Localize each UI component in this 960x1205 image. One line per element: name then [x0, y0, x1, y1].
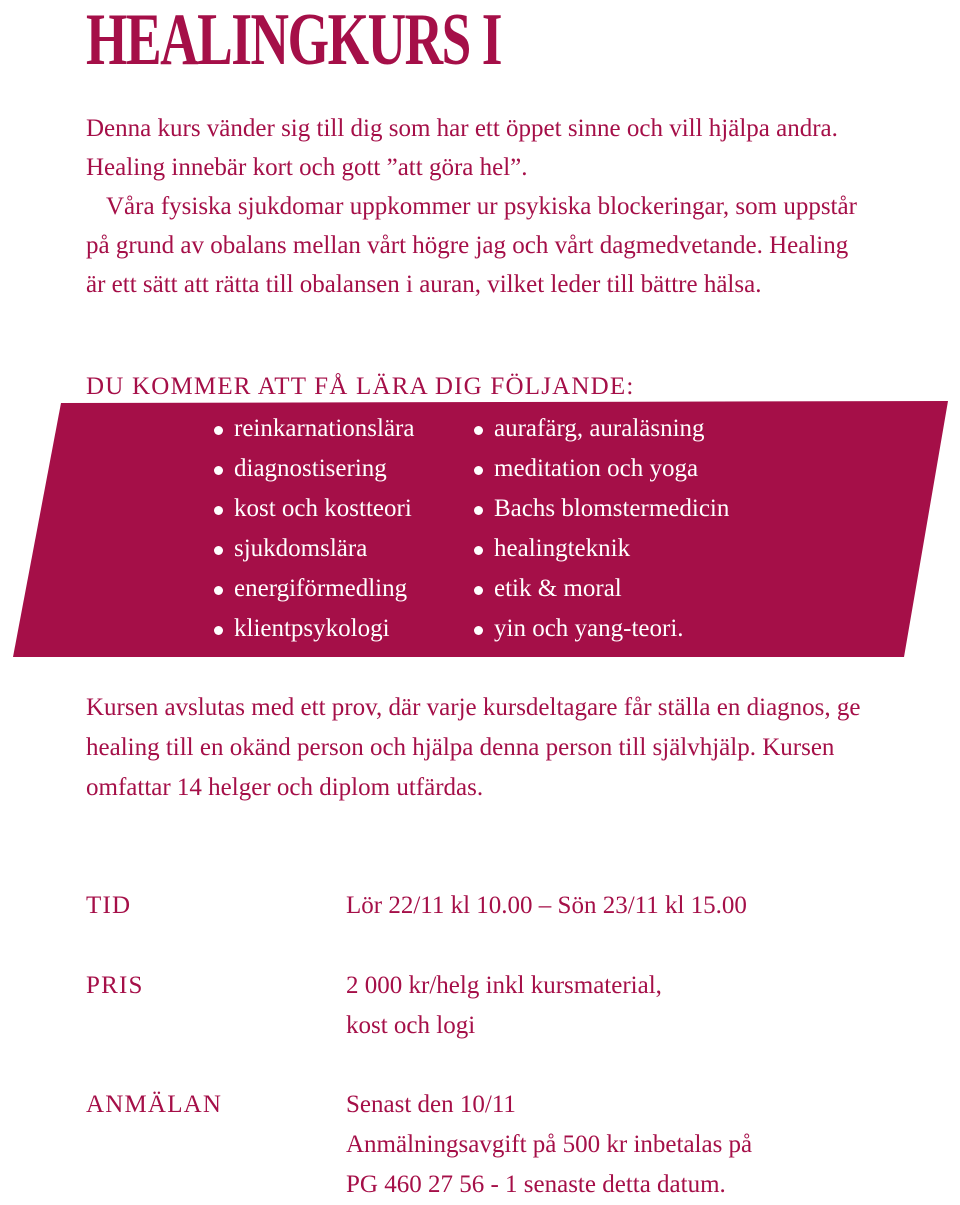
bullet-icon	[214, 626, 223, 635]
list-item	[474, 609, 729, 649]
list-item	[214, 609, 414, 649]
list-item	[214, 449, 414, 489]
bullet-icon	[474, 546, 483, 555]
anmalan-value-line: Anmälningsavgift på 500 kr inbetalas på	[346, 1131, 753, 1158]
tid-value-line: Lör 22/11 kl 10.00 – Sön 23/11 kl 15.00	[346, 892, 747, 919]
list-item	[474, 409, 729, 449]
list-item-label: klientpsykologi	[234, 615, 390, 642]
bullet-icon	[474, 506, 483, 515]
pris-value-line: 2 000 kr/helg inkl kursmaterial,	[346, 972, 662, 999]
bullet-icon	[214, 506, 223, 515]
topics-list-right	[474, 409, 729, 649]
section-heading: DU KOMMER ATT FÅ LÄRA DIG FÖLJANDE:	[86, 373, 635, 400]
bullet-icon	[474, 586, 483, 595]
outro-text: Kursen avslutas med ett prov, där varje kursdeltagare får ställa en diagnos, ge healing till en okänd person och hjälpa denna person till självhjälp. Kursen omfattar 14 helger och diplom utfärdas.	[86, 694, 861, 801]
topics-list-left	[214, 409, 414, 649]
pris-value	[346, 966, 926, 1046]
list-item	[214, 409, 414, 449]
list-item-label: healingteknik	[494, 535, 631, 562]
pris-value-line: kost och logi	[346, 1012, 476, 1039]
bullet-icon	[474, 426, 483, 435]
bullet-icon	[214, 546, 223, 555]
list-item	[474, 529, 729, 569]
bullet-icon	[474, 466, 483, 475]
bullet-icon	[214, 586, 223, 595]
bullet-icon	[214, 426, 223, 435]
anmalan-value-line: PG 460 27 56 - 1 senaste detta datum.	[346, 1171, 726, 1198]
anmalan-label: ANMÄLAN	[86, 1091, 223, 1118]
anmalan-value-line: Senast den 10/11	[346, 1091, 516, 1118]
page-title: HEALINGKURS I	[86, 0, 502, 81]
list-item-label: meditation och yoga	[494, 455, 699, 482]
list-item-label: etik & moral	[494, 575, 622, 602]
list-item-label: Bachs blomstermedicin	[494, 495, 730, 522]
list-item	[474, 489, 729, 529]
bullet-icon	[214, 466, 223, 475]
list-item	[474, 569, 729, 609]
bullet-icon	[474, 626, 483, 635]
pris-label: PRIS	[86, 972, 144, 999]
list-item	[214, 489, 414, 529]
list-item	[214, 569, 414, 609]
list-item-label: reinkarnationslära	[234, 415, 415, 442]
intro-paragraph-2: Våra fysiska sjukdomar uppkommer ur psykiska blockeringar, som uppstår på grund av obalans mellan vårt högre jag och vårt dagmedvetande. Healing är ett sätt att rätta till obalansen i auran, vilket leder till bättre hälsa.	[86, 193, 857, 298]
tid-value	[346, 886, 926, 926]
intro-paragraph-1: Denna kurs vänder sig till dig som har ett öppet sinne och vill hjälpa andra. Healing innebär kort och gott ”att göra hel”.	[86, 115, 838, 181]
list-item-label: diagnostisering	[234, 455, 387, 482]
list-item-label: energiförmedling	[234, 575, 408, 602]
list-item-label: sjukdomslära	[234, 535, 368, 562]
list-item-label: kost och kostteori	[234, 495, 412, 522]
list-item-label: aurafärg, auraläsning	[494, 415, 705, 442]
anmalan-value	[346, 1085, 926, 1205]
list-item	[474, 449, 729, 489]
list-item-label: yin och yang-teori.	[494, 615, 684, 642]
tid-label: TID	[86, 892, 132, 919]
list-item	[214, 529, 414, 569]
